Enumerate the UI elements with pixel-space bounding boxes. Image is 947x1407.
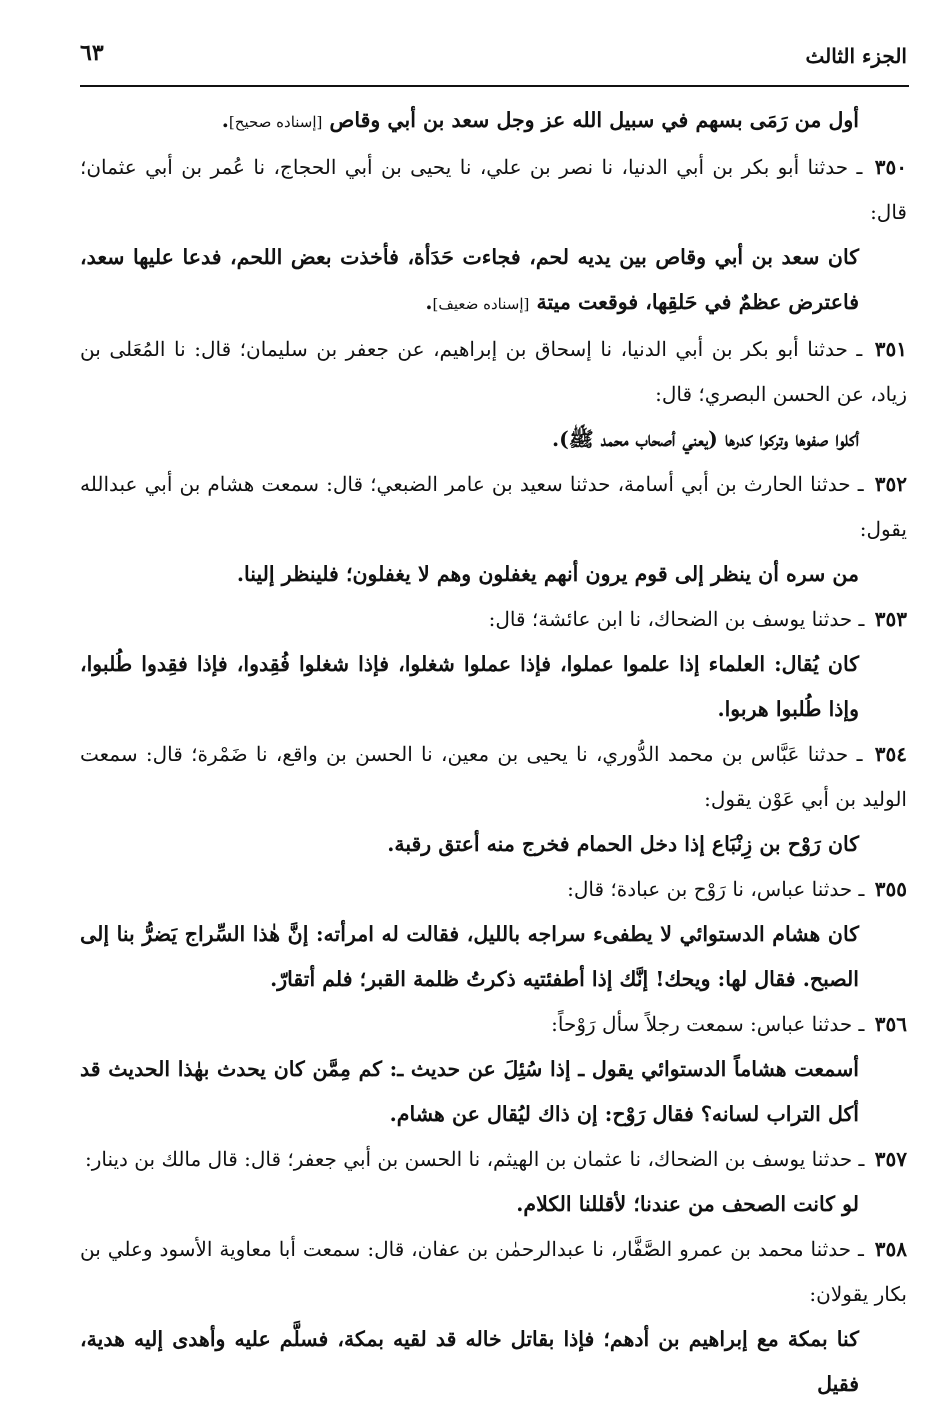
header-rule <box>80 85 909 87</box>
isnad-text: ـ حدثنا أبو بكر بن أبي الدنيا، نا إسحاق بن إبراهيم، عن جعفر بن سليمان؛ قال: نا المُعَلى بن زياد، عن الحسن البصري؛ قال: <box>80 337 907 406</box>
hadith-number: ٣٥٨ <box>874 1237 907 1261</box>
hadith-number: ٣٥٤ <box>874 742 907 766</box>
hadith-text <box>80 912 907 1002</box>
hadith-text <box>80 417 907 462</box>
isnad-chain <box>80 462 907 552</box>
isnad-chain <box>80 327 907 417</box>
grade-note: [إسناده ضعيف] <box>432 295 530 313</box>
isnad-chain <box>80 145 907 235</box>
hadith-number: ٣٥٦ <box>874 1012 907 1036</box>
isnad-text: ـ حدثنا عباس، نا رَوْح بن عبادة؛ قال: <box>567 877 865 901</box>
matn-text: أسمعت هشاماً الدستوائي يقول ـ إذا سُئِلَ عن حديث ـ: كم مِمَّن كان يحدث بهٰذا الحديث قد أكل التراب لسانه؟ فقال رَوْح: إن ذاك ليُقال عن هشام. <box>80 1057 859 1126</box>
page-header <box>80 38 907 78</box>
grade-note: [إسناده صحيح] <box>228 113 323 131</box>
matn-text: أول من رَمَى بسهم في سبيل الله عز وجل سعد بن أبي وقاص <box>322 108 859 132</box>
matn-text: كنا بمكة مع إبراهيم بن أدهم؛ فإذا بقاتل خاله قد لقيه بمكة، فسلَّم عليه وأهدى إليه هدية، فقيل <box>80 1327 859 1396</box>
isnad-chain <box>80 1002 907 1047</box>
isnad-text: ـ حدثنا يوسف بن الضحاك، نا عثمان بن الهيثم، نا الحسن بن أبي جعفر؛ قال: قال مالك بن دينار: <box>84 1147 865 1171</box>
hadith-text <box>80 1182 907 1227</box>
hadith-number: ٣٥٣ <box>874 607 907 631</box>
hadith-text <box>80 1317 907 1407</box>
isnad-chain <box>80 1137 907 1182</box>
matn-text: كان هشام الدستوائي لا يطفىء سراجه بالليل، فقالت له امرأته: إنَّ هٰذا السِّراج يَضرُّ بنا إلى الصبح. فقال لها: ويحك! إنَّك إذا أطفئتيه ذكرتُ ظلمة القبر؛ فلم أتقارّ. <box>80 922 859 991</box>
matn-text: كان يُقال: العلماء إذا علموا عملوا، فإذا عملوا شغلوا، فإذا شغلوا فُقِدوا، فإذا فقِدوا طُلبوا، وإذا طُلبوا هربوا. <box>80 652 859 721</box>
isnad-text: ـ حدثنا عَبَّاس بن محمد الدُّوري، نا يحيى بن معين، نا الحسن بن واقع، نا ضَمْرة؛ قال: سمعت الوليد بن أبي عَوْن يقول: <box>80 742 907 811</box>
isnad-text: ـ حدثنا محمد بن عمرو الصَّفَّار، نا عبدالرحمٰن بن عفان، قال: سمعت أبا معاوية الأسود وعلي بن بكار يقولان: <box>80 1237 907 1306</box>
hadith-text <box>80 642 907 732</box>
matn-text: من سره أن ينظر إلى قوم يرون أنهم يغفلون وهم لا يغفلون؛ فلينظر إلينا. <box>236 562 859 586</box>
isnad-chain <box>80 597 907 642</box>
isnad-chain <box>80 867 907 912</box>
running-head: الجزء الثالث <box>805 44 907 68</box>
isnad-text: ـ حدثنا يوسف بن الضحاك، نا ابن عائشة؛ قال: <box>488 607 865 631</box>
isnad-text: ـ حدثنا أبو بكر بن أبي الدنيا، نا نصر بن علي، نا يحيى بن أبي الحجاج، نا عُمر بن أبي عثمان؛ قال: <box>80 155 907 224</box>
page-body <box>80 98 907 1407</box>
matn-text: كان رَوْح بن زِنْبَاع إذا دخل الحمام فخرج منه أعتق رقبة. <box>387 832 859 856</box>
hadith-number: ٣٥٠ <box>874 155 907 179</box>
punctuation: . <box>221 108 229 132</box>
isnad-text: ـ حدثنا الحارث بن أبي أسامة، حدثنا سعيد بن عامر الضبعي؛ قال: سمعت هشام بن أبي عبدالله يقول: <box>80 472 907 541</box>
hadith-text <box>80 552 907 597</box>
punctuation: . <box>425 290 433 314</box>
hadith-text <box>80 98 907 145</box>
matn-text: لو كانت الصحف من عندنا؛ لأقللنا الكلام. <box>516 1192 859 1216</box>
hadith-number: ٣٥٢ <box>874 472 907 496</box>
isnad-chain <box>80 732 907 822</box>
matn-text: أكلوا صفوها وتركوا كدرها (يعني أصحاب محمد ﷺ). <box>552 427 859 451</box>
isnad-chain <box>80 1227 907 1317</box>
hadith-number: ٣٥٧ <box>874 1147 907 1171</box>
hadith-number: ٣٥٥ <box>874 877 907 901</box>
isnad-text: ـ حدثنا عباس: سمعت رجلاً سأل رَوْحاً: <box>551 1012 865 1036</box>
hadith-text <box>80 1047 907 1137</box>
hadith-number: ٣٥١ <box>874 337 907 361</box>
page-number: ٦٣ <box>80 40 104 66</box>
matn-text: كان سعد بن أبي وقاص بين يديه لحم، فجاءت حَدَأة، فأخذت بعض اللحم، فدعا عليها سعد، فاعترض عظمٌ في حَلقِها، فوقعت ميتة <box>80 245 859 314</box>
hadith-text <box>80 235 907 327</box>
hadith-text <box>80 822 907 867</box>
